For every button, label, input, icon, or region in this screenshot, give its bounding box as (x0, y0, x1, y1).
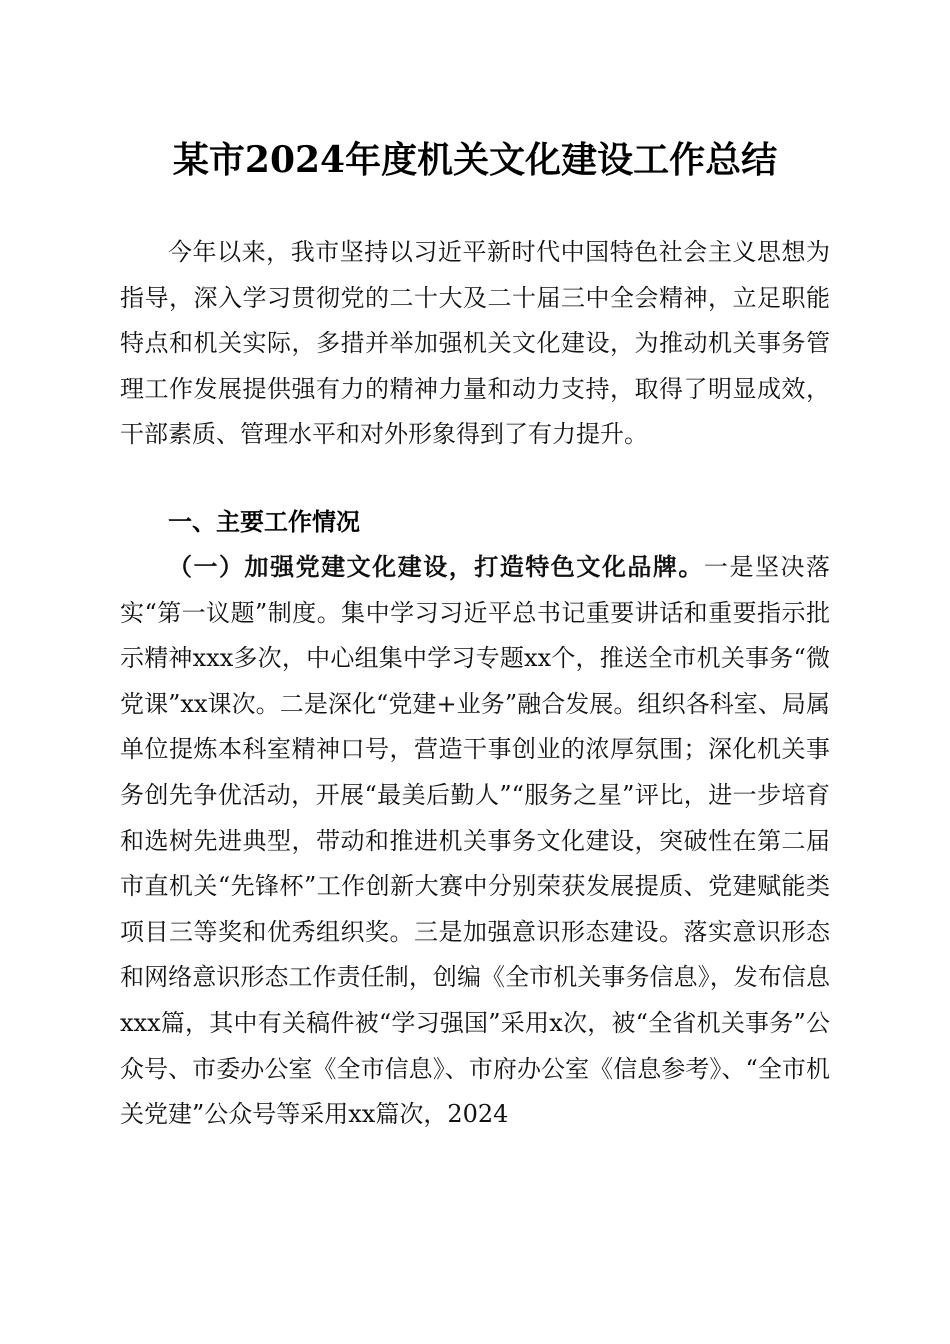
subsection-lead: （一）加强党建文化建设，打造特色文化品牌。 (168, 553, 704, 581)
intro-paragraph: 今年以来，我市坚持以习近平新时代中国特色社会主义思想为指导，深入学习贯彻党的二十大及二十届三中全会精神，立足职能特点和机关实际，多措并举加强机关文化建设，为推动机关事务管理工作发展提供强有力的精神力量和动力支持，取得了明显成效，干部素质、管理水平和对外形象得到了有力提升。 (120, 238, 830, 449)
section-heading: 一、主要工作情况 (168, 508, 360, 536)
subsection-paragraph (120, 545, 830, 1138)
document-title: 某市2024年度机关文化建设工作总结 (172, 139, 778, 181)
subsection-text: 一是坚决落实“第一议题”制度。集中学习习近平总书记重要讲话和重要指示批示精神xxx多次，中心组集中学习专题xx个，推送全市机关事务“微党课”xx课次。二是深化“党建+业务”融合发展。组织各科室、局属单位提炼本科室精神口号，营造干事创业的浓厚氛围；深化机关事务创先争优活动，开展“最美后勤人”“服务之星”评比，进一步培育和选树先进典型，带动和推进机关事务文化建设，突破性在第二届市直机关“先锋杯”工作创新大赛中分别荣获发展提质、党建赋能类项目三等奖和优秀组织奖。三是加强意识形态建设。落实意识形态和网络意识形态工作责任制，创编《全市机关事务信息》，发布信息xxx篇，其中有关稿件被“学习强国”采用x次，被“全省机关事务”公众号、市委办公室《全市信息》、市府办公室《信息参考》、“全市机关党建”公众号等采用xx篇次，2024 (120, 553, 831, 1129)
